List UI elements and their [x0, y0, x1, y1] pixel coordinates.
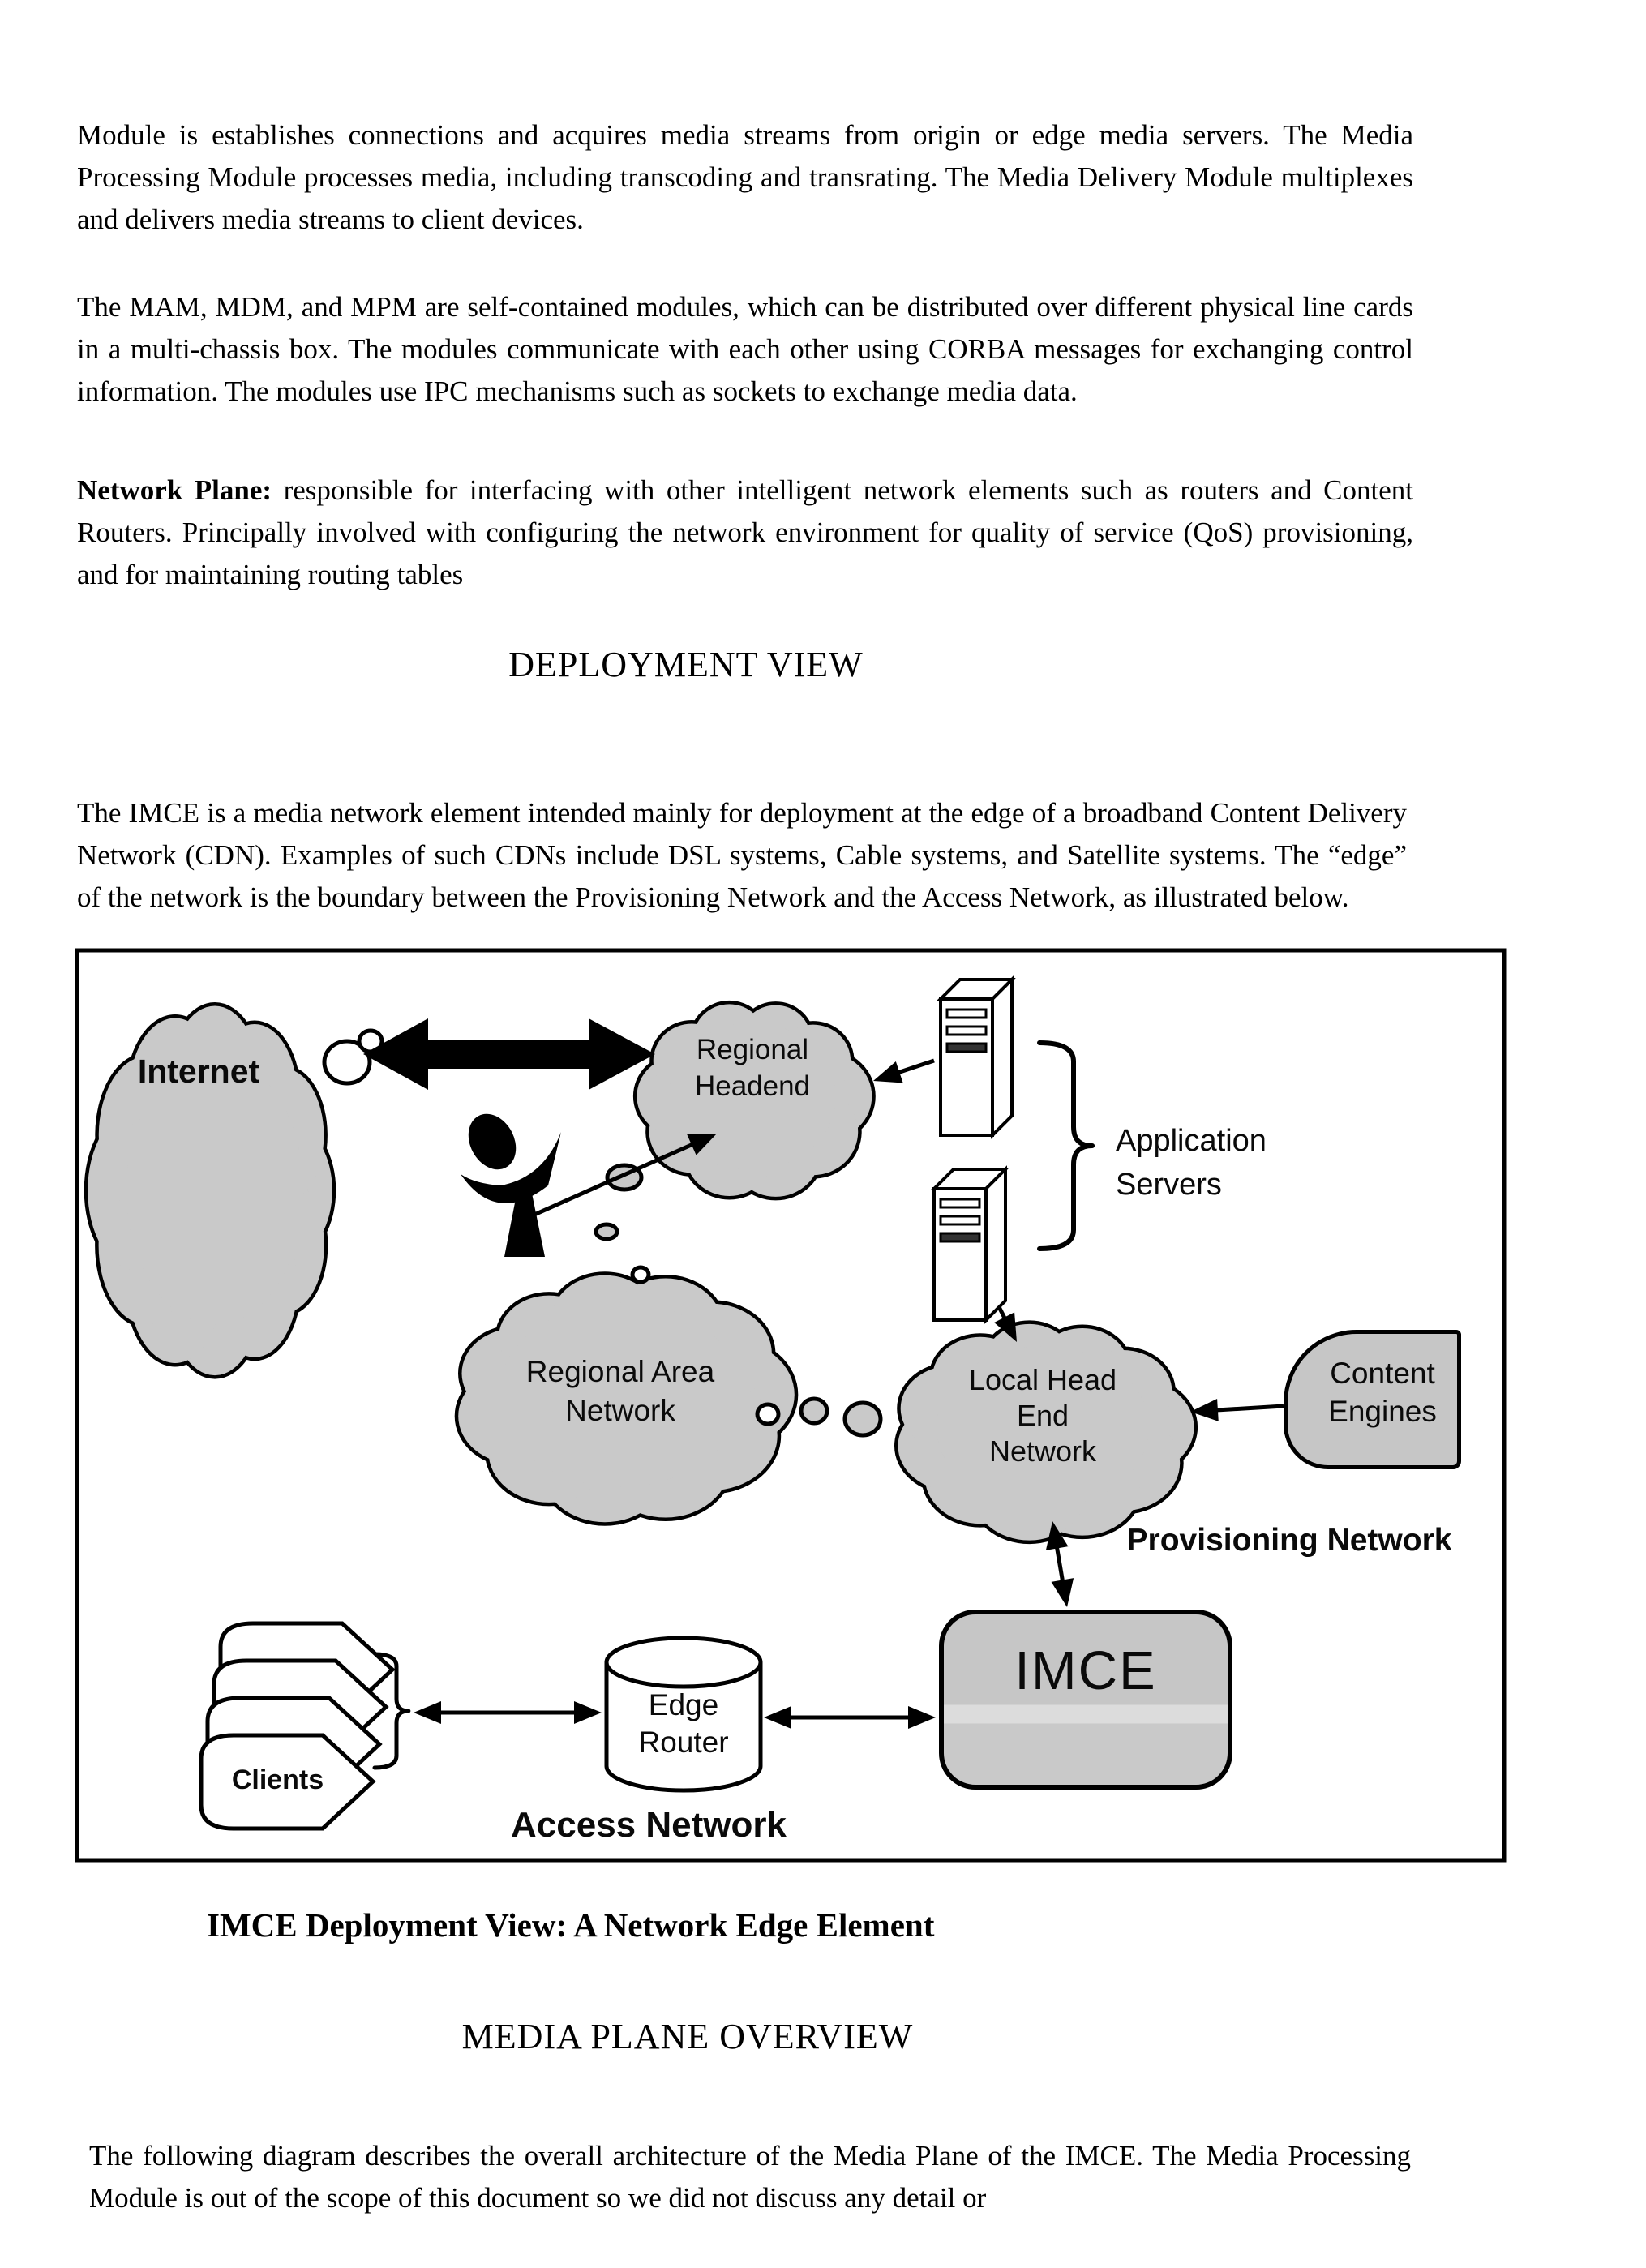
- regional-headend-line1: Regional: [696, 1034, 809, 1065]
- regional-headend-line2: Headend: [694, 1070, 811, 1102]
- paragraph-media-modules: Module is establishes connections and acquires media streams from origin or edge media servers. The Media Processing Module processes media, including transcoding and transrating. The Media Delivery Module multiplexes and delivers media streams to client devices.: [77, 119, 1413, 235]
- application-servers-line1: Application: [1116, 1124, 1267, 1158]
- bubble-dot: [596, 1224, 617, 1239]
- edge-router-line2: Router: [638, 1726, 729, 1759]
- arrow-content-engines-to-local-head-end: [1190, 1399, 1284, 1421]
- thick-double-arrow: [363, 1018, 655, 1090]
- clients-label: Clients: [231, 1764, 324, 1795]
- edge-router-label: [609, 1687, 758, 1761]
- media-plane-heading: MEDIA PLANE OVERVIEW: [461, 2017, 914, 2056]
- application-servers-label: [1116, 1119, 1343, 1207]
- arrow-clients-edge-router: [414, 1701, 602, 1724]
- local-head-end-label: [937, 1362, 1148, 1469]
- satellite-antenna-icon: [459, 1106, 561, 1257]
- local-head-end-line2: End: [1016, 1399, 1069, 1432]
- local-head-end-line1: Local Head: [968, 1363, 1117, 1396]
- application-servers-line2: Servers: [1116, 1168, 1222, 1202]
- arrow-edge-router-imce: [764, 1706, 936, 1729]
- local-head-end-line3: Network: [988, 1434, 1097, 1468]
- deployment-view-heading: DEPLOYMENT VIEW: [508, 645, 864, 684]
- content-engines-label: [1301, 1354, 1464, 1430]
- bubble-dot: [632, 1267, 649, 1282]
- application-servers-brace: [1039, 1043, 1092, 1249]
- regional-area-network-line1: Regional Area: [525, 1355, 715, 1388]
- regional-headend-label: [659, 1031, 846, 1104]
- paragraph-mam-mdm-mpm: The MAM, MDM, and MPM are self-contained modules, which can be distributed over different physical line cards in a multi-chassis box. The modules communicate with each other using CORBA messages for exchanging control information. The modules use IPC mechanisms such as sockets to exchange media data.: [77, 291, 1413, 407]
- internet-cloud-label: Internet: [137, 1053, 260, 1090]
- provisioning-network-label: Provisioning Network: [1126, 1523, 1452, 1558]
- content-engines-line2: Engines: [1328, 1395, 1437, 1428]
- clients-stack-icon: [201, 1623, 392, 1829]
- bubble-dot: [845, 1403, 881, 1435]
- content-engines-line1: Content: [1330, 1357, 1435, 1390]
- bubble-dot: [801, 1399, 827, 1423]
- paragraph-media-plane-intro: The following diagram describes the overall architecture of the Media Plane of the IMCE. The Media Processing Module is out of the scope of this document so we did not discuss any detail or: [89, 2140, 1411, 2214]
- imce-label: IMCE: [1014, 1640, 1157, 1701]
- figure-caption: IMCE Deployment View: A Network Edge Element: [207, 1906, 935, 1944]
- arrow-server-to-headend: [873, 1061, 934, 1083]
- regional-area-network-line2: Network: [565, 1394, 675, 1427]
- network-plane-body: responsible for interfacing with other intelligent network elements such as routers and Content Routers. Principally involved with configuring the network environment for quality of service (QoS) provisioning, and for maintaining routing tables: [77, 474, 1413, 590]
- application-server-icon-top: [941, 980, 1012, 1135]
- access-network-label: Access Network: [511, 1805, 787, 1845]
- bubble-dot: [757, 1404, 778, 1424]
- paragraph-imce-edge: The IMCE is a media network element intended mainly for deployment at the edge of a broadband Content Delivery Network (CDN). Examples of such CDNs include DSL systems, Cable systems, and Satellite systems. The “edge” of the network is the boundary between the Provisioning Network and the Access Network, as illustrated below.: [77, 797, 1407, 913]
- regional-area-network-label: [495, 1353, 746, 1430]
- paragraph-network-plane: [77, 469, 1413, 596]
- application-server-icon-bottom: [934, 1169, 1005, 1320]
- edge-router-line1: Edge: [648, 1688, 719, 1721]
- network-plane-lead: Network Plane:: [77, 474, 272, 506]
